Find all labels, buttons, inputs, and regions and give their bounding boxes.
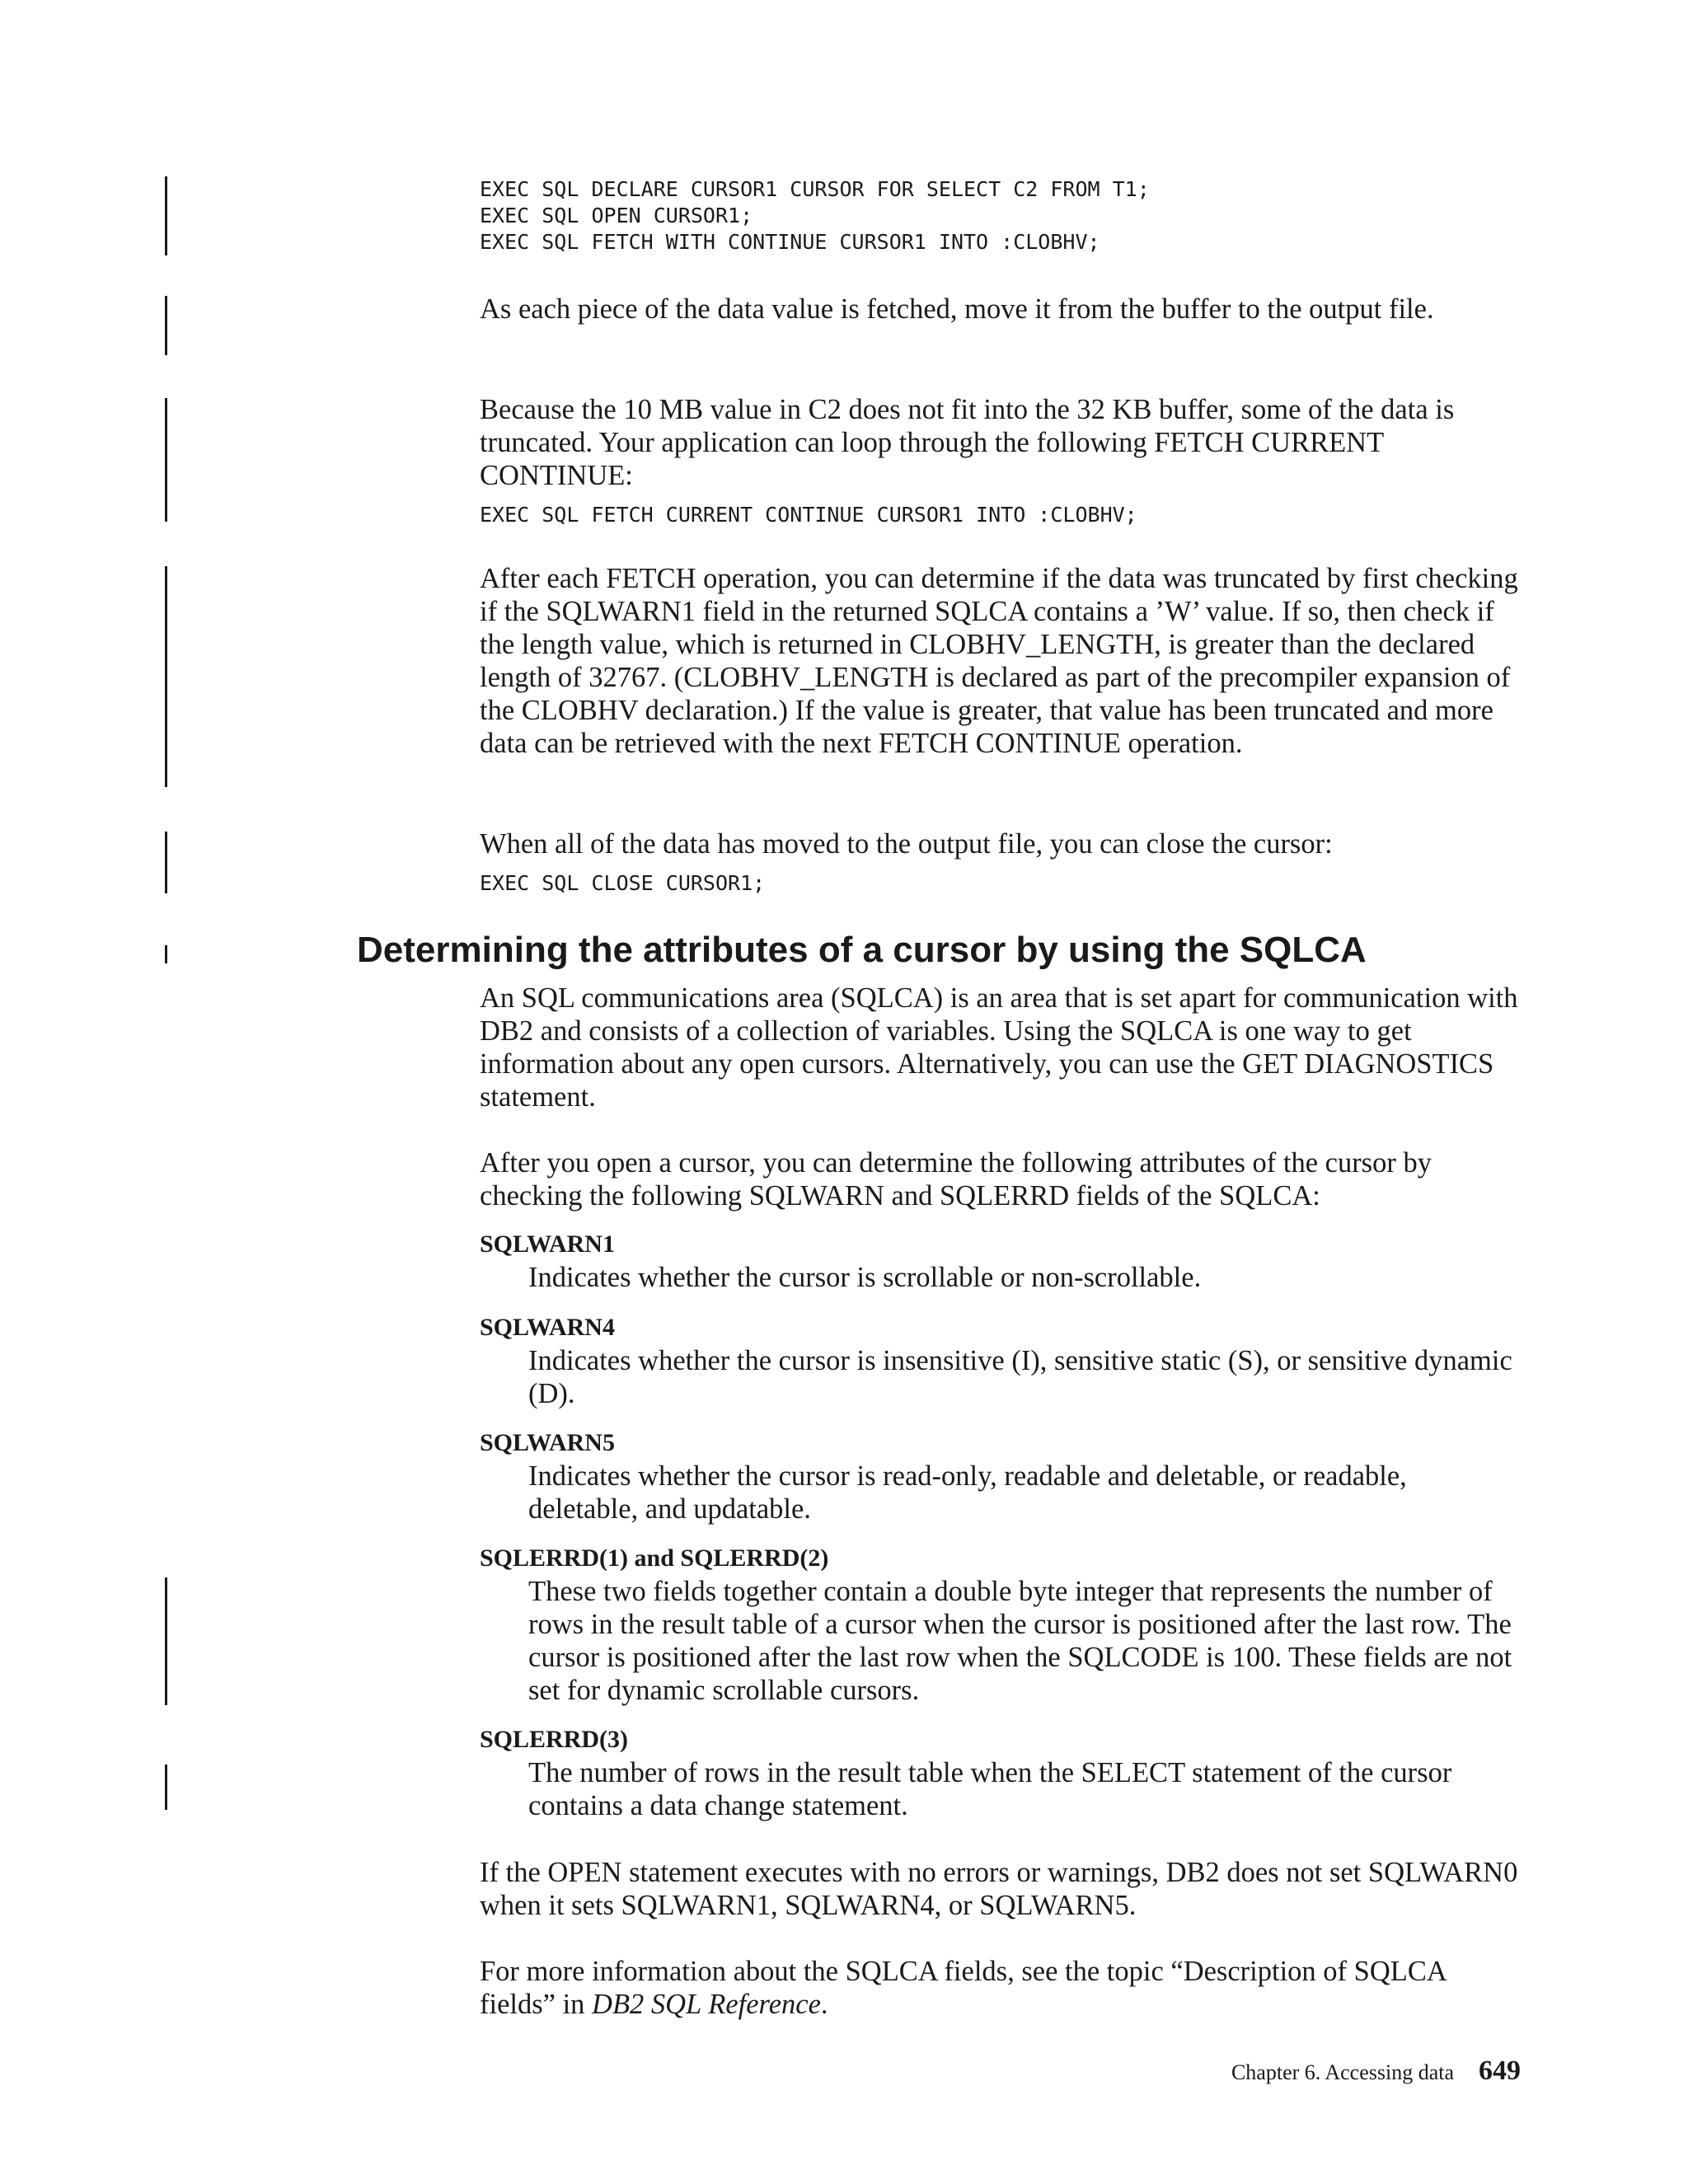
paragraph-truncation: Because the 10 MB value in C2 does not fit into the 32 KB buffer, some of the data is truncated. Your application can loop through the following FETCH CURRENT CONTINUE: — [480, 394, 1455, 491]
paragraph-fetch-pieces: As each piece of the data value is fetched, move it from the buffer to the output file. — [480, 293, 1434, 325]
change-bar — [165, 832, 167, 893]
code-block-fetch-current: EXEC SQL FETCH CURRENT CONTINUE CURSOR1 INTO :CLOBHV; — [480, 503, 1137, 527]
change-bar — [165, 176, 167, 255]
change-bar — [165, 296, 167, 355]
change-bar — [165, 945, 167, 963]
paragraph-attributes: After you open a cursor, you can determine the following attributes of the cursor by checking the following SQLWARN and SQLERRD fields of the SQLCA: — [480, 1147, 1432, 1212]
change-bar — [165, 1577, 167, 1705]
code-block-declare: EXEC SQL DECLARE CURSOR1 CURSOR FOR SELECT C2 FROM T1; EXEC SQL OPEN CURSOR1; EXEC SQL FETCH WITH CONTINUE CURSOR1 INTO :CLOBHV; — [480, 177, 1150, 254]
more-info-text: For more information about the SQLCA fields, see the topic “Description of SQLCA fields” in — [480, 1956, 1446, 2020]
paragraph-close-cursor: When all of the data has moved to the output file, you can close the cursor: — [480, 828, 1333, 860]
paragraph-check-truncation: After each FETCH operation, you can determine if the data was truncated by first checking if the SQLWARN1 field in the returned SQLCA contains a ’W’ value. If so, then check if the length value, which is returned in CLOBHV_LENGTH, is greater than the declared length of 32767. (CLOBHV_LENGTH is declared as part of the precompiler expansion of the CLOBHV declaration.) If the value is greater, that value has been truncated and more data can be retrieved with the next FETCH CONTINUE operation. — [480, 563, 1518, 759]
code-block-close: EXEC SQL CLOSE CURSOR1; — [480, 871, 766, 895]
definition-term: SQLERRD(3) — [480, 1726, 629, 1753]
definition-term: SQLWARN1 — [480, 1230, 615, 1258]
definition-description: These two fields together contain a double byte integer that represents the number of rows in the result table of a cursor when the cursor is positioned after the last row. The cursor is positioned after the last row when the SQLCODE is 100. These fields are not set for dynamic scrollable cursors. — [528, 1576, 1512, 1706]
change-bar — [165, 398, 167, 522]
definition-description: Indicates whether the cursor is read-only, readable and deletable, or readable, deletable, and updatable. — [528, 1460, 1407, 1525]
change-bar — [165, 1765, 167, 1810]
paragraph-sqlwarn0: If the OPEN statement executes with no errors or warnings, DB2 does not set SQLWARN0 when it sets SQLWARN1, SQLWARN4, or SQLWARN5. — [480, 1857, 1518, 1921]
definition-description: Indicates whether the cursor is insensitive (I), sensitive static (S), or sensitive dynamic (D). — [528, 1345, 1512, 1409]
page-number: 649 — [1479, 2055, 1521, 2086]
change-bar — [165, 566, 167, 787]
chapter-title: Chapter 6. Accessing data — [1231, 2060, 1454, 2084]
paragraph-sqlca-intro: An SQL communications area (SQLCA) is an area that is set apart for communication with DB2 and consists of a collection of variables. Using the SQLCA is one way to get information about any open cursors. Alternatively, you can use the GET DIAGNOSTICS statement. — [480, 982, 1518, 1113]
section-heading: Determining the attributes of a cursor by using the SQLCA — [357, 930, 1367, 970]
definition-description: The number of rows in the result table when the SELECT statement of the cursor contains a data change statement. — [528, 1757, 1452, 1821]
page-footer — [1071, 2055, 1521, 2087]
definition-term: SQLWARN4 — [480, 1314, 615, 1341]
paragraph-more-info — [480, 1955, 1518, 2021]
definition-description: Indicates whether the cursor is scrollable or non-scrollable. — [528, 1262, 1202, 1293]
definition-term: SQLWARN5 — [480, 1429, 615, 1456]
book-title: DB2 SQL Reference — [592, 1989, 821, 2020]
more-info-end: . — [820, 1989, 828, 2020]
definition-term: SQLERRD(1) and SQLERRD(2) — [480, 1544, 829, 1572]
